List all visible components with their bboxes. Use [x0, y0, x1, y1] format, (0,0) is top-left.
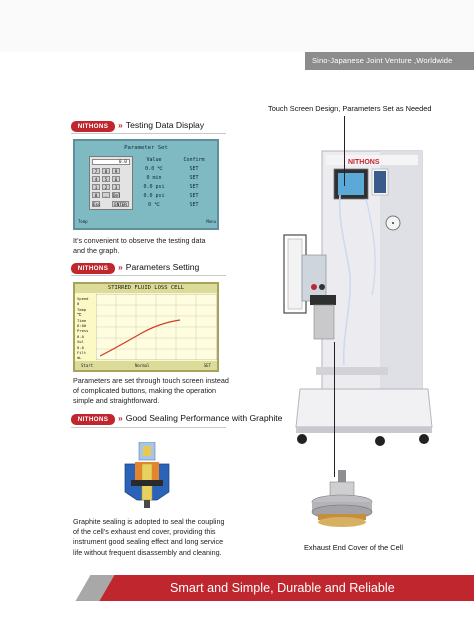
set-button[interactable]: SET — [189, 175, 199, 181]
machine-brand-label: NITHONS — [348, 159, 380, 166]
screen-title: STIRRED FLUID LOSS CELL — [107, 285, 185, 291]
status-value: ℃ — [77, 312, 82, 318]
table-header — [135, 156, 217, 165]
temp-label: Temp — [78, 219, 88, 224]
set-button[interactable]: SET — [189, 193, 199, 199]
set-button[interactable]: SET — [203, 363, 211, 368]
table-row — [135, 174, 217, 183]
status-value: mL — [77, 355, 82, 361]
param-value: 0.0 psi — [143, 193, 165, 199]
text-line: instrument good sealing effect and long service — [73, 537, 224, 547]
text-line: Parameters are set through touch screen instead — [73, 376, 229, 385]
divider — [71, 275, 226, 276]
mode-label: Normal — [135, 363, 150, 368]
status-label: Vol — [77, 339, 84, 345]
section-title-text: Good Sealing Performance with Graphite — [125, 413, 283, 423]
status-value: 0.0 — [77, 344, 84, 350]
param-value: 0 ℃ — [148, 202, 160, 208]
double-arrow-icon: » — [118, 262, 123, 272]
key-6[interactable]: 6 — [112, 176, 120, 182]
divider — [71, 133, 226, 134]
key-1[interactable]: 1 — [92, 184, 100, 190]
key-7[interactable]: 7 — [92, 168, 100, 174]
band-accent — [75, 575, 114, 601]
section-title-parameters — [118, 262, 199, 272]
key-5[interactable]: 5 — [102, 176, 110, 182]
top-band — [0, 0, 474, 52]
numeric-keypad — [89, 156, 133, 210]
instrument-photo — [280, 135, 470, 465]
text-line: and the graph. — [73, 246, 120, 256]
key-4[interactable]: 4 — [92, 176, 100, 182]
set-button[interactable]: SET — [189, 166, 199, 172]
fluid-loss-graph — [96, 294, 217, 360]
col-confirm-header: Confirm — [183, 157, 205, 163]
section-title-text: Parameters Setting — [125, 262, 200, 272]
param-value: 0 min — [146, 175, 162, 181]
set-button[interactable]: SET — [189, 202, 199, 208]
key-3[interactable]: 3 — [112, 184, 120, 190]
text-line: It’s convenient to observe the testing data — [73, 236, 206, 245]
set-button[interactable]: SET — [189, 184, 199, 190]
section-title-text: Testing Data Display — [125, 120, 205, 130]
slogan-text: Smart and Simple, Durable and Reliable — [170, 581, 395, 595]
status-column — [77, 296, 95, 361]
text-line: of the cell’s exhaust end cover, providing this — [73, 527, 216, 537]
status-label: Speed — [77, 296, 89, 301]
section-text-graphite — [73, 517, 224, 558]
key-9[interactable]: 9 — [112, 168, 120, 174]
key-dot[interactable]: . — [102, 192, 110, 198]
key-0[interactable]: 0 — [92, 192, 100, 198]
status-label: Temp — [77, 306, 87, 312]
fluid-loss-screen — [73, 282, 219, 372]
key-8[interactable]: 8 — [102, 168, 110, 174]
key-enter[interactable]: ENTER — [112, 201, 129, 207]
param-value: 0.0 psi — [143, 184, 165, 190]
key-esc[interactable]: Esc — [93, 202, 101, 207]
text-line: of complicated buttons, making the operation — [73, 386, 217, 396]
double-arrow-icon: » — [118, 413, 123, 423]
callout-line — [334, 342, 335, 477]
screen-footer — [78, 219, 216, 225]
status-value: 0:00 — [77, 323, 87, 329]
key-del[interactable]: Del — [113, 193, 121, 198]
screen-footer — [75, 361, 217, 370]
double-arrow-icon: » — [118, 120, 123, 130]
table-row — [135, 192, 217, 201]
menu-button[interactable]: Menu — [206, 219, 216, 224]
text-line: Graphite sealing is adopted to seal the coupling — [73, 517, 225, 526]
graphite-seal-illustration — [117, 442, 177, 512]
exhaust-cover-photo — [300, 470, 390, 530]
brand-badge: NITHONS — [71, 414, 115, 425]
status-value: 0.0 — [77, 333, 84, 339]
keypad-display: 0.0 — [92, 159, 130, 165]
section-text-testing — [73, 236, 206, 256]
text-line: simple and straightforward. — [73, 396, 160, 406]
table-row — [135, 201, 217, 210]
screen-title: Parameter Set — [124, 145, 168, 151]
callout-line — [344, 116, 345, 186]
exhaust-cover-caption: Exhaust End Cover of the Cell — [304, 543, 404, 552]
start-button[interactable]: Start — [81, 363, 94, 368]
parameter-table — [135, 156, 217, 210]
section-title-graphite — [118, 413, 282, 423]
divider — [71, 427, 226, 428]
table-row — [135, 165, 217, 174]
status-label: Filt — [77, 350, 87, 356]
parameter-set-screen — [73, 139, 219, 230]
touch-screen-callout: Touch Screen Design, Parameters Set as Needed — [268, 104, 432, 113]
status-value: 0 — [77, 301, 80, 307]
section-text-parameters — [73, 376, 229, 407]
table-row — [135, 183, 217, 192]
col-value-header: Value — [146, 157, 162, 163]
text-line: life without frequent disassembly and cleaning. — [73, 547, 222, 557]
key-2[interactable]: 2 — [102, 184, 110, 190]
param-value: 0.0 ℃ — [145, 166, 163, 172]
tagline-banner: Sino-Japanese Joint Venture ,Worldwide Service — [305, 52, 474, 70]
brand-badge: NITHONS — [71, 263, 115, 274]
brand-badge: NITHONS — [71, 121, 115, 132]
status-label: Time — [77, 317, 87, 323]
section-title-testing — [118, 120, 204, 130]
status-label: Press — [77, 328, 89, 334]
